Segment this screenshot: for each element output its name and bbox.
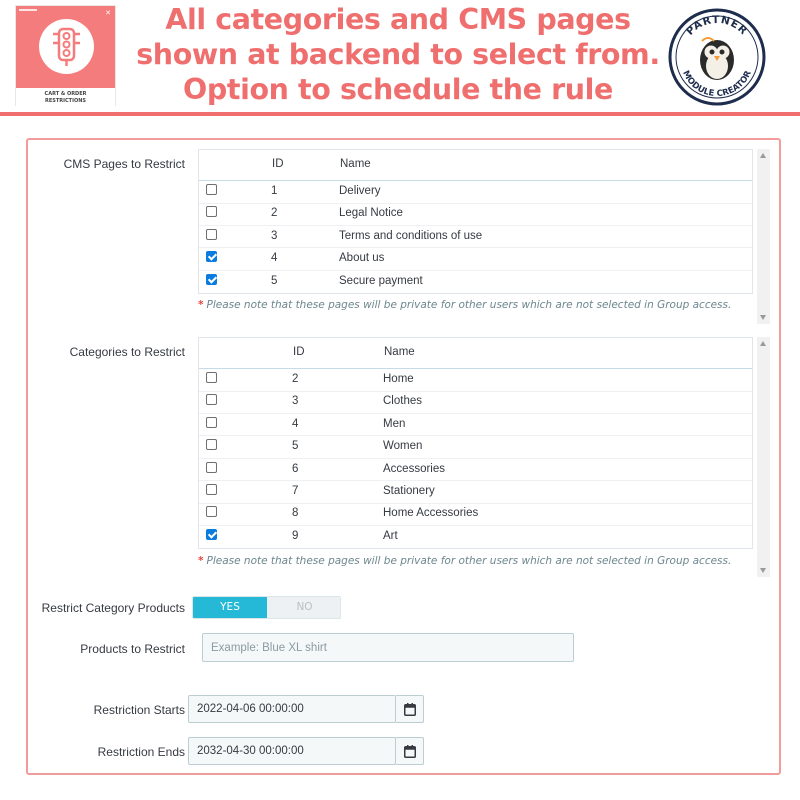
row-name: Secure payment bbox=[339, 274, 423, 287]
cms-note bbox=[198, 299, 731, 311]
row-id: 3 bbox=[292, 395, 299, 408]
table-row[interactable] bbox=[199, 248, 752, 271]
restriction-starts-input[interactable] bbox=[188, 695, 396, 723]
row-id: 2 bbox=[292, 373, 299, 385]
restriction-starts-field bbox=[188, 695, 424, 723]
row-checkbox[interactable] bbox=[206, 439, 217, 450]
restriction-ends-label: Restriction Ends bbox=[97, 745, 185, 759]
row-checkbox[interactable] bbox=[206, 529, 217, 540]
cms-col-id: ID bbox=[272, 158, 284, 170]
products-search-input[interactable] bbox=[202, 633, 574, 662]
row-id: 4 bbox=[271, 252, 278, 265]
row-name: Home Accessories bbox=[383, 507, 479, 520]
cms-col-name: Name bbox=[340, 158, 371, 170]
toggle-no-option[interactable]: NO bbox=[296, 601, 313, 613]
categories-col-name: Name bbox=[384, 346, 415, 358]
required-star-icon: * bbox=[198, 299, 204, 311]
row-id: 6 bbox=[292, 462, 299, 475]
row-checkbox[interactable] bbox=[206, 372, 217, 383]
row-checkbox[interactable] bbox=[206, 484, 217, 495]
logo-caption bbox=[16, 88, 115, 107]
products-to-restrict-label: Products to Restrict bbox=[80, 642, 185, 656]
module-logo bbox=[15, 5, 116, 106]
categories-table-header bbox=[199, 338, 752, 369]
table-row[interactable] bbox=[199, 271, 752, 294]
categories-note-text: Please note that these pages will be private for other users which are not selected in Group access. bbox=[206, 555, 732, 567]
scroll-down-arrow-icon[interactable] bbox=[760, 315, 766, 320]
traffic-light-icon bbox=[39, 19, 94, 74]
restriction-starts-label: Restriction Starts bbox=[93, 703, 185, 717]
headline-line-3: Option to schedule the rule bbox=[183, 73, 613, 106]
logo-circle bbox=[39, 19, 94, 74]
row-name: Art bbox=[383, 529, 398, 542]
logo-caption-line2: RESTRICTIONS bbox=[45, 98, 86, 104]
row-checkbox[interactable] bbox=[206, 184, 217, 195]
row-name: Delivery bbox=[339, 185, 381, 197]
categories-col-id: ID bbox=[293, 346, 305, 358]
row-name: Clothes bbox=[383, 395, 422, 408]
row-checkbox[interactable] bbox=[206, 229, 217, 240]
row-name: Men bbox=[383, 417, 406, 430]
restrict-category-products-label: Restrict Category Products bbox=[41, 601, 185, 615]
row-id: 3 bbox=[271, 229, 278, 242]
badge-top-text: PARTNER bbox=[683, 13, 750, 38]
banner-headline bbox=[124, 2, 672, 107]
table-row[interactable] bbox=[199, 226, 752, 249]
categories-note bbox=[198, 555, 731, 567]
table-row[interactable] bbox=[199, 503, 752, 526]
promo-banner bbox=[0, 0, 800, 117]
table-row[interactable] bbox=[199, 526, 752, 549]
restriction-ends-input[interactable] bbox=[188, 737, 396, 765]
row-id: 5 bbox=[292, 440, 299, 453]
row-name: Terms and conditions of use bbox=[339, 229, 483, 242]
cms-note-text: Please note that these pages will be private for other users which are not selected in Group access. bbox=[206, 299, 732, 311]
calendar-icon[interactable] bbox=[396, 737, 424, 765]
table-row[interactable] bbox=[199, 436, 752, 459]
table-row[interactable] bbox=[199, 203, 752, 226]
row-id: 4 bbox=[292, 417, 299, 430]
row-name: Women bbox=[383, 440, 423, 453]
calendar-icon[interactable] bbox=[396, 695, 424, 723]
row-id: 1 bbox=[271, 185, 278, 197]
row-id: 7 bbox=[292, 485, 299, 497]
row-checkbox[interactable] bbox=[206, 506, 217, 517]
logo-mark bbox=[19, 9, 37, 11]
restriction-form-panel bbox=[26, 138, 781, 775]
row-checkbox[interactable] bbox=[206, 251, 217, 262]
table-row[interactable] bbox=[199, 181, 752, 204]
scroll-up-arrow-icon[interactable] bbox=[760, 153, 766, 158]
required-star-icon: * bbox=[198, 555, 204, 567]
row-id: 8 bbox=[292, 507, 299, 520]
row-checkbox[interactable] bbox=[206, 394, 217, 405]
cms-table-header bbox=[199, 150, 752, 181]
table-row[interactable] bbox=[199, 391, 752, 414]
row-checkbox[interactable] bbox=[206, 274, 217, 285]
scroll-down-arrow-icon[interactable] bbox=[760, 568, 766, 573]
restrict-category-products-toggle[interactable] bbox=[192, 596, 341, 619]
row-name: About us bbox=[339, 252, 385, 265]
cms-scrollbar[interactable] bbox=[757, 149, 770, 324]
cms-pages-label: CMS Pages to Restrict bbox=[63, 157, 185, 171]
row-id: 9 bbox=[292, 529, 299, 542]
row-name: Stationery bbox=[383, 485, 435, 497]
row-name: Accessories bbox=[383, 462, 445, 475]
logo-caption-line1: CART & ORDER bbox=[44, 91, 87, 97]
scroll-up-arrow-icon[interactable] bbox=[760, 341, 766, 346]
row-checkbox[interactable] bbox=[206, 462, 217, 473]
categories-label: Categories to Restrict bbox=[69, 345, 185, 359]
headline-line-2: shown at backend to select from. bbox=[136, 38, 660, 71]
row-name: Home bbox=[383, 373, 414, 385]
row-id: 5 bbox=[271, 274, 278, 287]
flag-icon: ✕ bbox=[105, 9, 111, 17]
headline-line-1: All categories and CMS pages bbox=[165, 3, 631, 36]
table-row[interactable] bbox=[199, 459, 752, 482]
row-checkbox[interactable] bbox=[206, 417, 217, 428]
cms-pages-table bbox=[198, 149, 753, 294]
categories-table bbox=[198, 337, 753, 549]
restriction-ends-field bbox=[188, 737, 424, 765]
table-row[interactable] bbox=[199, 481, 752, 504]
partner-badge bbox=[668, 8, 766, 106]
table-row[interactable] bbox=[199, 414, 752, 437]
row-name: Legal Notice bbox=[339, 207, 403, 220]
row-id: 2 bbox=[271, 207, 278, 220]
row-checkbox[interactable] bbox=[206, 206, 217, 217]
table-row[interactable] bbox=[199, 369, 752, 392]
banner-divider bbox=[0, 112, 800, 116]
categories-scrollbar[interactable] bbox=[757, 337, 770, 577]
badge-bottom-text: MODULE CREATOR bbox=[680, 69, 754, 100]
toggle-yes-option[interactable]: YES bbox=[193, 597, 267, 618]
